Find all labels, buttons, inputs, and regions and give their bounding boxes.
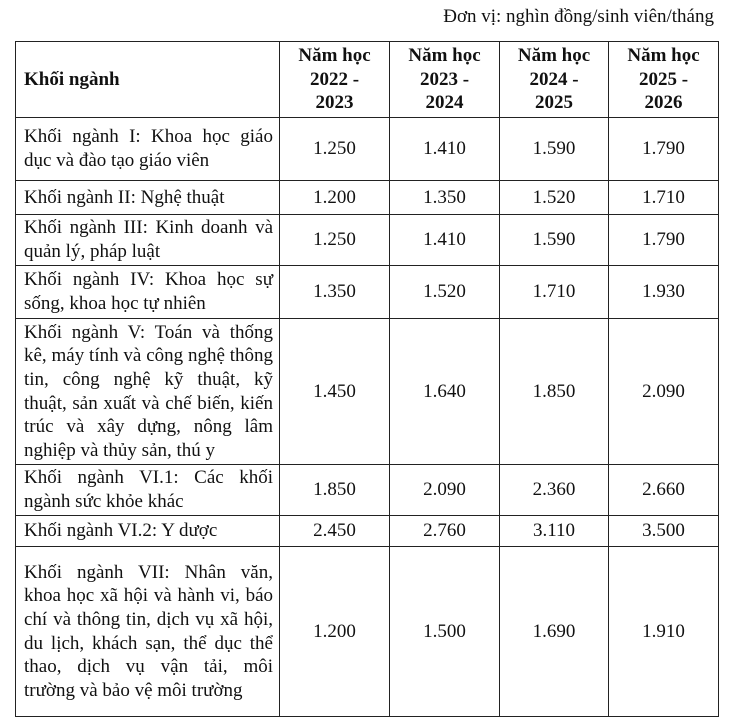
fee-cell: 1.500 [390,547,500,717]
fee-cell: 1.200 [280,547,390,717]
fee-cell: 1.200 [280,181,390,215]
fee-cell: 1.590 [500,118,609,181]
header-line: Năm học [627,45,700,67]
field-group-name: Khối ngành II: Nghệ thuật [16,181,280,215]
field-group-name: Khối ngành I: Khoa học giáo dục và đào tạo giáo viên [16,118,280,181]
fee-cell: 1.910 [609,547,719,717]
field-group-name: Khối ngành III: Kinh doanh và quản lý, pháp luật [16,215,280,266]
fee-cell: 1.250 [280,215,390,266]
header-field-group: Khối ngành [16,42,280,118]
fee-cell: 1.250 [280,118,390,181]
fee-cell: 1.710 [609,181,719,215]
fee-cell: 2.450 [280,516,390,547]
fee-cell: 3.500 [609,516,719,547]
fee-cell: 1.520 [390,266,500,319]
header-line: 2023 - [419,68,470,90]
fee-cell: 2.090 [390,465,500,516]
field-group-name: Khối ngành IV: Khoa học sự sống, khoa học tự nhiên [16,266,280,319]
header-row [16,42,719,118]
field-group-name: Khối ngành VI.2: Y dược [16,516,280,547]
header-line: 2026 [644,92,683,114]
field-group-name: Khối ngành VII: Nhân văn, khoa học xã hội và hành vi, báo chí và thông tin, dịch vụ xã hội, du lịch, khách sạn, thể dục thể thao, dịch vụ vận tải, môi trường và bảo vệ môi trường [16,547,280,717]
fee-cell: 1.790 [609,215,719,266]
fee-cell: 1.350 [280,266,390,319]
fee-cell: 1.410 [390,215,500,266]
fee-cell: 1.640 [390,319,500,465]
fee-cell: 2.660 [609,465,719,516]
header-line: Năm học [517,45,591,67]
tuition-table [15,41,719,717]
header-year-2025-2026 [609,42,719,118]
fee-cell: 1.790 [609,118,719,181]
table-row [16,319,719,465]
fee-cell: 1.850 [280,465,390,516]
fee-cell: 1.690 [500,547,609,717]
header-line: Năm học [408,45,481,67]
table-row [16,215,719,266]
fee-cell: 1.410 [390,118,500,181]
field-group-name: Khối ngành V: Toán và thống kê, máy tính và công nghệ thông tin, công nghệ kỹ thuật, kỹ thuật, sản xuất và chế biến, kiến trúc và xây dựng, nông lâm nghiệp và thủy sản, thú y [16,319,280,465]
fee-cell: 2.760 [390,516,500,547]
fee-cell: 1.520 [500,181,609,215]
fee-cell: 1.450 [280,319,390,465]
fee-cell: 1.350 [390,181,500,215]
table-row [16,516,719,547]
fee-cell: 1.850 [500,319,609,465]
header-line: 2024 - [529,68,579,90]
fee-cell: 1.710 [500,266,609,319]
header-line: 2024 [425,92,464,114]
fee-cell: 3.110 [500,516,609,547]
table-row [16,181,719,215]
header-line: 2022 - [309,68,360,90]
fee-cell: 2.360 [500,465,609,516]
table-row [16,465,719,516]
header-year-2023-2024 [390,42,500,118]
table-row [16,547,719,717]
header-line: 2025 [535,92,573,114]
header-year-2022-2023 [280,42,390,118]
header-year-2024-2025 [500,42,609,118]
header-line: 2023 [315,92,354,114]
header-line: 2025 - [638,68,689,90]
field-group-name: Khối ngành VI.1: Các khối ngành sức khỏe khác [16,465,280,516]
unit-note: Đơn vị: nghìn đồng/sinh viên/tháng [443,6,714,27]
table-row [16,118,719,181]
fee-cell: 2.090 [609,319,719,465]
header-line: Năm học [298,45,371,67]
table-row [16,266,719,319]
fee-cell: 1.930 [609,266,719,319]
fee-cell: 1.590 [500,215,609,266]
